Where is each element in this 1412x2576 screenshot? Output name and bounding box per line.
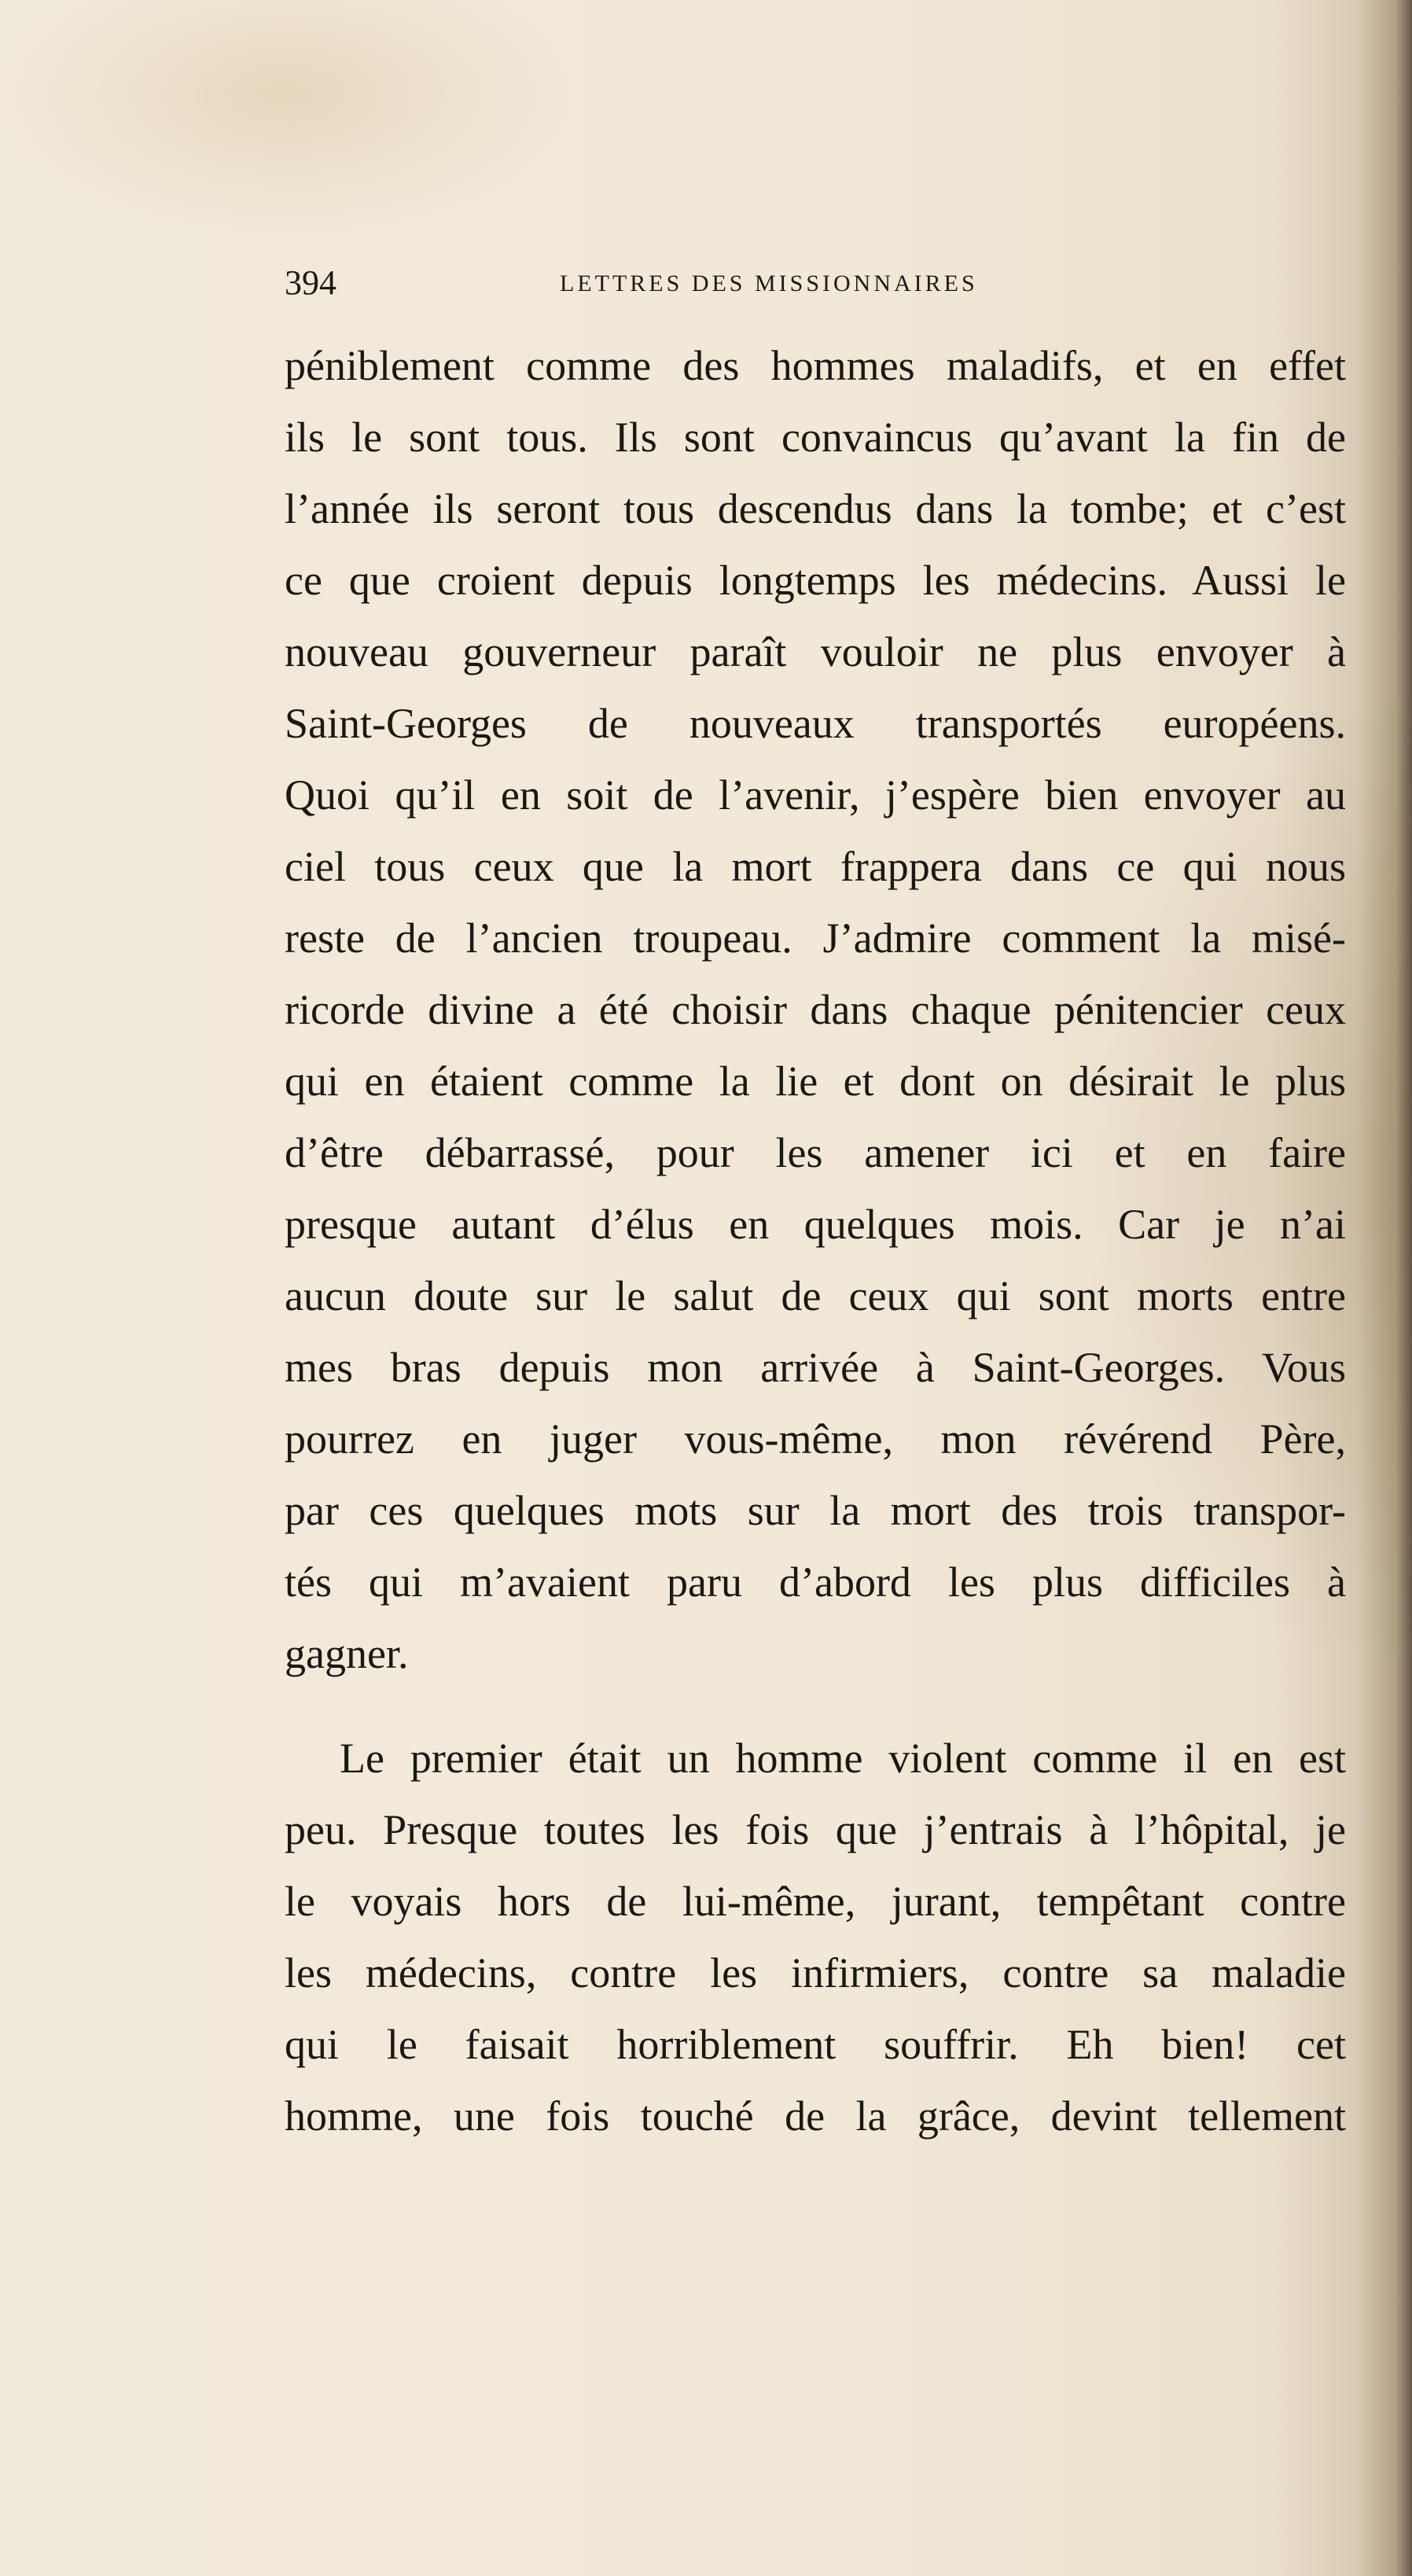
- text-line: reste de l’ancien troupeau. J’admire comment la misé-: [285, 914, 1346, 962]
- text-line: Saint-Georges de nouveaux transportés européens.: [285, 700, 1346, 747]
- text-line: ce que croient depuis longtemps les médecins. Aussi le: [285, 557, 1346, 604]
- paragraph: [285, 1723, 1346, 2152]
- running-head: LETTRES DES MISSIONNAIRES: [560, 270, 978, 296]
- body-text: [285, 330, 1346, 2152]
- text-line: gagner.: [285, 1630, 409, 1677]
- text-line: Le premier était un homme violent comme il en est: [340, 1735, 1346, 1782]
- text-line: ils le sont tous. Ils sont convaincus qu’avant la fin de: [285, 414, 1346, 461]
- page-number: 394: [285, 263, 336, 302]
- text-line: nouveau gouverneur paraît vouloir ne plus envoyer à: [285, 628, 1346, 675]
- text-line: péniblement comme des hommes maladifs, et en effet: [285, 342, 1346, 389]
- paragraph: [285, 330, 1346, 1690]
- text-line: qui en étaient comme la lie et dont on désirait le plus: [285, 1058, 1346, 1105]
- text-line: l’année ils seront tous descendus dans la tombe; et c’est: [285, 485, 1346, 532]
- text-line: tés qui m’avaient paru d’abord les plus difficiles à: [285, 1558, 1346, 1606]
- text-line: le voyais hors de lui-même, jurant, tempêtant contre: [285, 1878, 1346, 1925]
- page-header: [285, 259, 1346, 307]
- text-line: presque autant d’élus en quelques mois. Car je n’ai: [285, 1201, 1346, 1248]
- text-line: Quoi qu’il en soit de l’avenir, j’espère bien envoyer au: [285, 771, 1346, 819]
- text-line: homme, une fois touché de la grâce, devint tellement: [285, 2092, 1346, 2140]
- page-edge-shadow: [1357, 0, 1412, 2576]
- text-line: pourrez en juger vous-même, mon révérend Père,: [285, 1415, 1346, 1463]
- text-line: qui le faisait horriblement souffrir. Eh bien! cet: [285, 2021, 1346, 2068]
- text-line: mes bras depuis mon arrivée à Saint-Georges. Vous: [285, 1344, 1346, 1391]
- text-line: aucun doute sur le salut de ceux qui sont morts entre: [285, 1272, 1346, 1319]
- text-line: peu. Presque toutes les fois que j’entrais à l’hôpital, je: [285, 1806, 1346, 1853]
- text-line: par ces quelques mots sur la mort des trois transpor-: [285, 1487, 1346, 1534]
- text-line: d’être débarrassé, pour les amener ici et en faire: [285, 1129, 1346, 1176]
- text-line: ciel tous ceux que la mort frappera dans ce qui nous: [285, 843, 1346, 890]
- text-line: les médecins, contre les infirmiers, contre sa maladie: [285, 1949, 1346, 1996]
- text-line: ricorde divine a été choisir dans chaque pénitencier ceux: [285, 986, 1346, 1033]
- paragraph-gap: [285, 1690, 1346, 1723]
